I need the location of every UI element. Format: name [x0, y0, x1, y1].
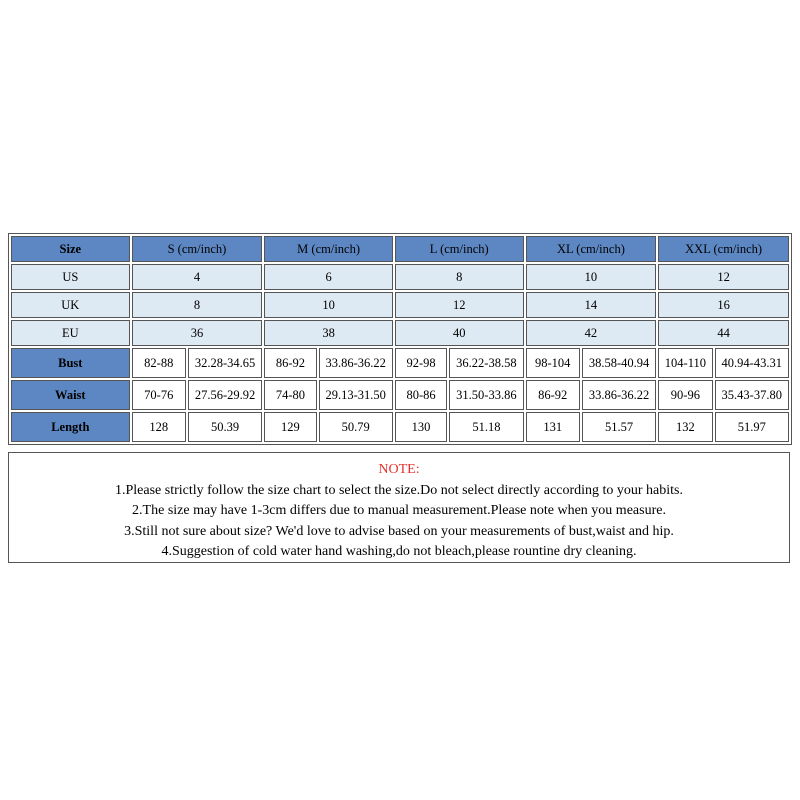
note-box [8, 452, 790, 563]
cm-value: 80-86 [395, 380, 447, 410]
cm-value: 86-92 [526, 380, 580, 410]
cm-value: 90-96 [658, 380, 712, 410]
cm-value: 130 [395, 412, 447, 442]
cm-value: 129 [264, 412, 316, 442]
header-row [11, 236, 789, 262]
note-line-3: 3.Still not sure about size? We'd love to advise based on your measurements of bust,waist and hip. [124, 523, 674, 539]
row-label: Waist [11, 380, 130, 410]
size-header-cell: Size [11, 236, 130, 262]
note-title: NOTE: [378, 462, 420, 477]
inch-value: 29.13-31.50 [319, 380, 393, 410]
cm-value: 128 [132, 412, 186, 442]
conversion-row [11, 264, 789, 290]
conversion-value: 38 [264, 320, 393, 346]
cm-value: 98-104 [526, 348, 580, 378]
size-xl-header-cell: XL (cm/inch) [526, 236, 657, 262]
inch-value: 31.50-33.86 [449, 380, 523, 410]
inch-value: 51.97 [715, 412, 789, 442]
row-label: Bust [11, 348, 130, 378]
row-label: UK [11, 292, 130, 318]
inch-value: 40.94-43.31 [715, 348, 789, 378]
inch-value: 51.57 [582, 412, 656, 442]
conversion-value: 4 [132, 264, 263, 290]
conversion-value: 40 [395, 320, 524, 346]
note-line-1: 1.Please strictly follow the size chart to select the size.Do not select directly according to your habits. [115, 482, 683, 498]
size-l-header-cell: L (cm/inch) [395, 236, 524, 262]
conversion-value: 8 [132, 292, 263, 318]
cm-value: 70-76 [132, 380, 186, 410]
measurement-row [11, 380, 789, 410]
conversion-value: 44 [658, 320, 789, 346]
conversion-row [11, 292, 789, 318]
conversion-value: 10 [264, 292, 393, 318]
conversion-value: 6 [264, 264, 393, 290]
inch-value: 35.43-37.80 [715, 380, 789, 410]
conversion-value: 10 [526, 264, 657, 290]
cm-value: 92-98 [395, 348, 447, 378]
note-line-4: 4.Suggestion of cold water hand washing,do not bleach,please rountine dry cleaning. [161, 544, 637, 559]
row-label: EU [11, 320, 130, 346]
size-chart-table [8, 233, 792, 445]
cm-value: 74-80 [264, 380, 316, 410]
conversion-value: 16 [658, 292, 789, 318]
cm-value: 86-92 [264, 348, 316, 378]
inch-value: 33.86-36.22 [582, 380, 656, 410]
conversion-value: 42 [526, 320, 657, 346]
size-s-header-cell: S (cm/inch) [132, 236, 263, 262]
inch-value: 36.22-38.58 [449, 348, 523, 378]
conversion-value: 12 [395, 292, 524, 318]
cm-value: 132 [658, 412, 712, 442]
note-line-2: 2.The size may have 1-3cm differs due to manual measurement.Please note when you measure. [132, 503, 666, 518]
row-label: Length [11, 412, 130, 442]
conversion-value: 14 [526, 292, 657, 318]
inch-value: 33.86-36.22 [319, 348, 393, 378]
inch-value: 27.56-29.92 [188, 380, 262, 410]
measurement-row [11, 412, 789, 442]
cm-value: 131 [526, 412, 580, 442]
cm-value: 104-110 [658, 348, 712, 378]
conversion-value: 8 [395, 264, 524, 290]
inch-value: 32.28-34.65 [188, 348, 262, 378]
cm-value: 82-88 [132, 348, 186, 378]
inch-value: 38.58-40.94 [582, 348, 656, 378]
conversion-row [11, 320, 789, 346]
measurement-row [11, 348, 789, 378]
conversion-value: 36 [132, 320, 263, 346]
inch-value: 50.39 [188, 412, 262, 442]
conversion-value: 12 [658, 264, 789, 290]
size-xxl-header-cell: XXL (cm/inch) [658, 236, 789, 262]
inch-value: 51.18 [449, 412, 523, 442]
size-m-header-cell: M (cm/inch) [264, 236, 393, 262]
row-label: US [11, 264, 130, 290]
inch-value: 50.79 [319, 412, 393, 442]
